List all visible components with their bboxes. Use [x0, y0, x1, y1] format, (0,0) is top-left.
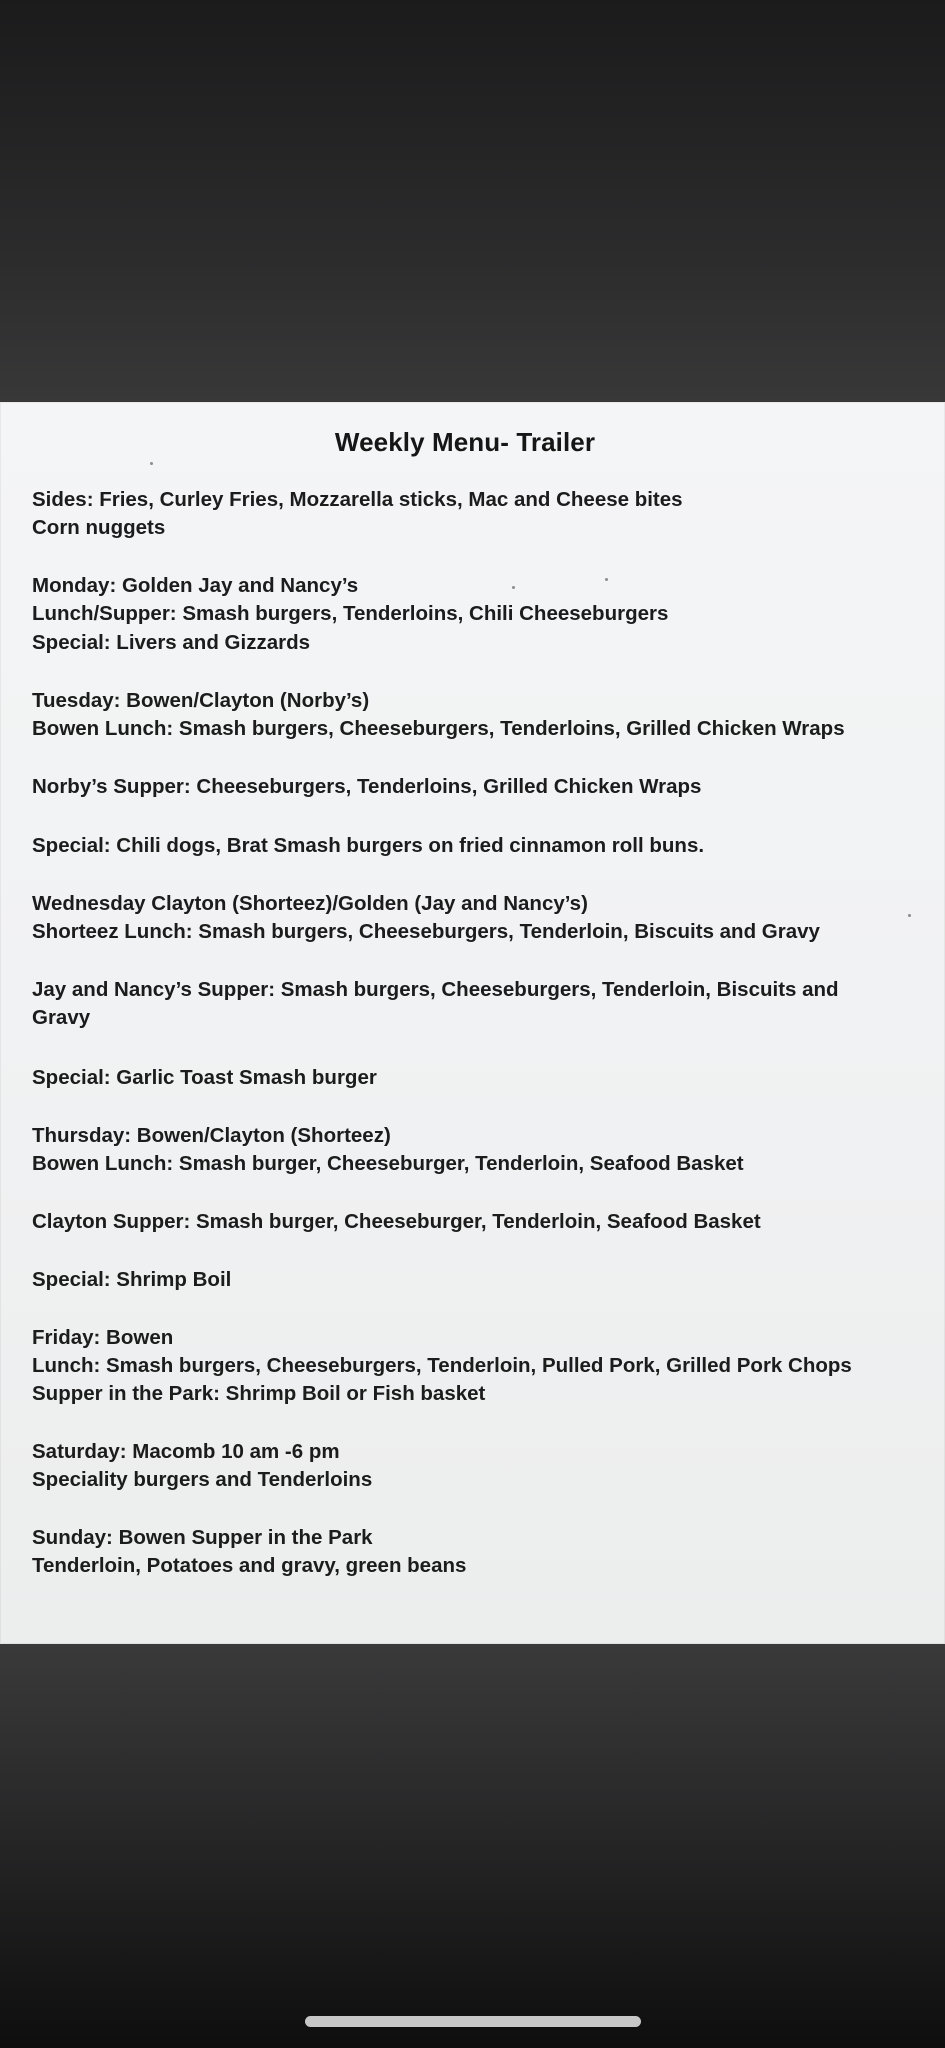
sides-line: Sides: Fries, Curley Fries, Mozzarella sticks, Mac and Cheese bites	[32, 488, 683, 511]
sides-line-continued: Corn nuggets	[32, 516, 166, 539]
paper-speck	[150, 462, 153, 465]
document-title: Weekly Menu- Trailer	[334, 427, 596, 457]
monday-lunch-supper: Lunch/Supper: Smash burgers, Tenderloins, Chili Cheeseburgers	[32, 602, 669, 625]
friday-lunch: Lunch: Smash burgers, Cheeseburgers, Tenderloin, Pulled Pork, Grilled Pork Chops	[32, 1354, 852, 1377]
saturday-heading: Saturday: Macomb 10 am -6 pm	[32, 1440, 340, 1463]
home-indicator[interactable]	[305, 2016, 641, 2027]
wednesday-shorteez-lunch: Shorteez Lunch: Smash burgers, Cheeseburgers, Tenderloin, Biscuits and Gravy	[32, 920, 820, 943]
friday-supper: Supper in the Park: Shrimp Boil or Fish basket	[32, 1382, 486, 1405]
menu-document	[0, 402, 945, 1644]
tuesday-norbys-supper: Norby’s Supper: Cheeseburgers, Tenderloins, Grilled Chicken Wraps	[32, 775, 702, 798]
friday-heading: Friday: Bowen	[32, 1326, 174, 1349]
saturday-menu: Speciality burgers and Tenderloins	[32, 1468, 373, 1491]
paper-speck	[908, 914, 911, 917]
sunday-heading: Sunday: Bowen Supper in the Park	[32, 1526, 373, 1549]
sunday-menu: Tenderloin, Potatoes and gravy, green beans	[32, 1554, 467, 1577]
paper-speck	[605, 578, 608, 581]
monday-heading: Monday: Golden Jay and Nancy’s	[32, 574, 359, 597]
thursday-bowen-lunch: Bowen Lunch: Smash burger, Cheeseburger, Tenderloin, Seafood Basket	[32, 1152, 744, 1175]
thursday-special: Special: Shrimp Boil	[32, 1268, 232, 1291]
paper-speck	[512, 586, 515, 589]
wednesday-jay-nancys-supper: Jay and Nancy’s Supper: Smash burgers, Cheeseburgers, Tenderloin, Biscuits and Gravy	[32, 978, 839, 1029]
tuesday-heading: Tuesday: Bowen/Clayton (Norby’s)	[32, 689, 370, 712]
tuesday-special: Special: Chili dogs, Brat Smash burgers on fried cinnamon roll buns.	[32, 834, 705, 857]
thursday-heading: Thursday: Bowen/Clayton (Shorteez)	[32, 1124, 391, 1147]
monday-special: Special: Livers and Gizzards	[32, 631, 310, 654]
wednesday-heading: Wednesday Clayton (Shorteez)/Golden (Jay and Nancy’s)	[32, 892, 588, 915]
thursday-clayton-supper: Clayton Supper: Smash burger, Cheeseburger, Tenderloin, Seafood Basket	[32, 1210, 761, 1233]
wednesday-special: Special: Garlic Toast Smash burger	[32, 1066, 377, 1089]
tuesday-bowen-lunch: Bowen Lunch: Smash burgers, Cheeseburgers, Tenderloins, Grilled Chicken Wraps	[32, 717, 845, 740]
